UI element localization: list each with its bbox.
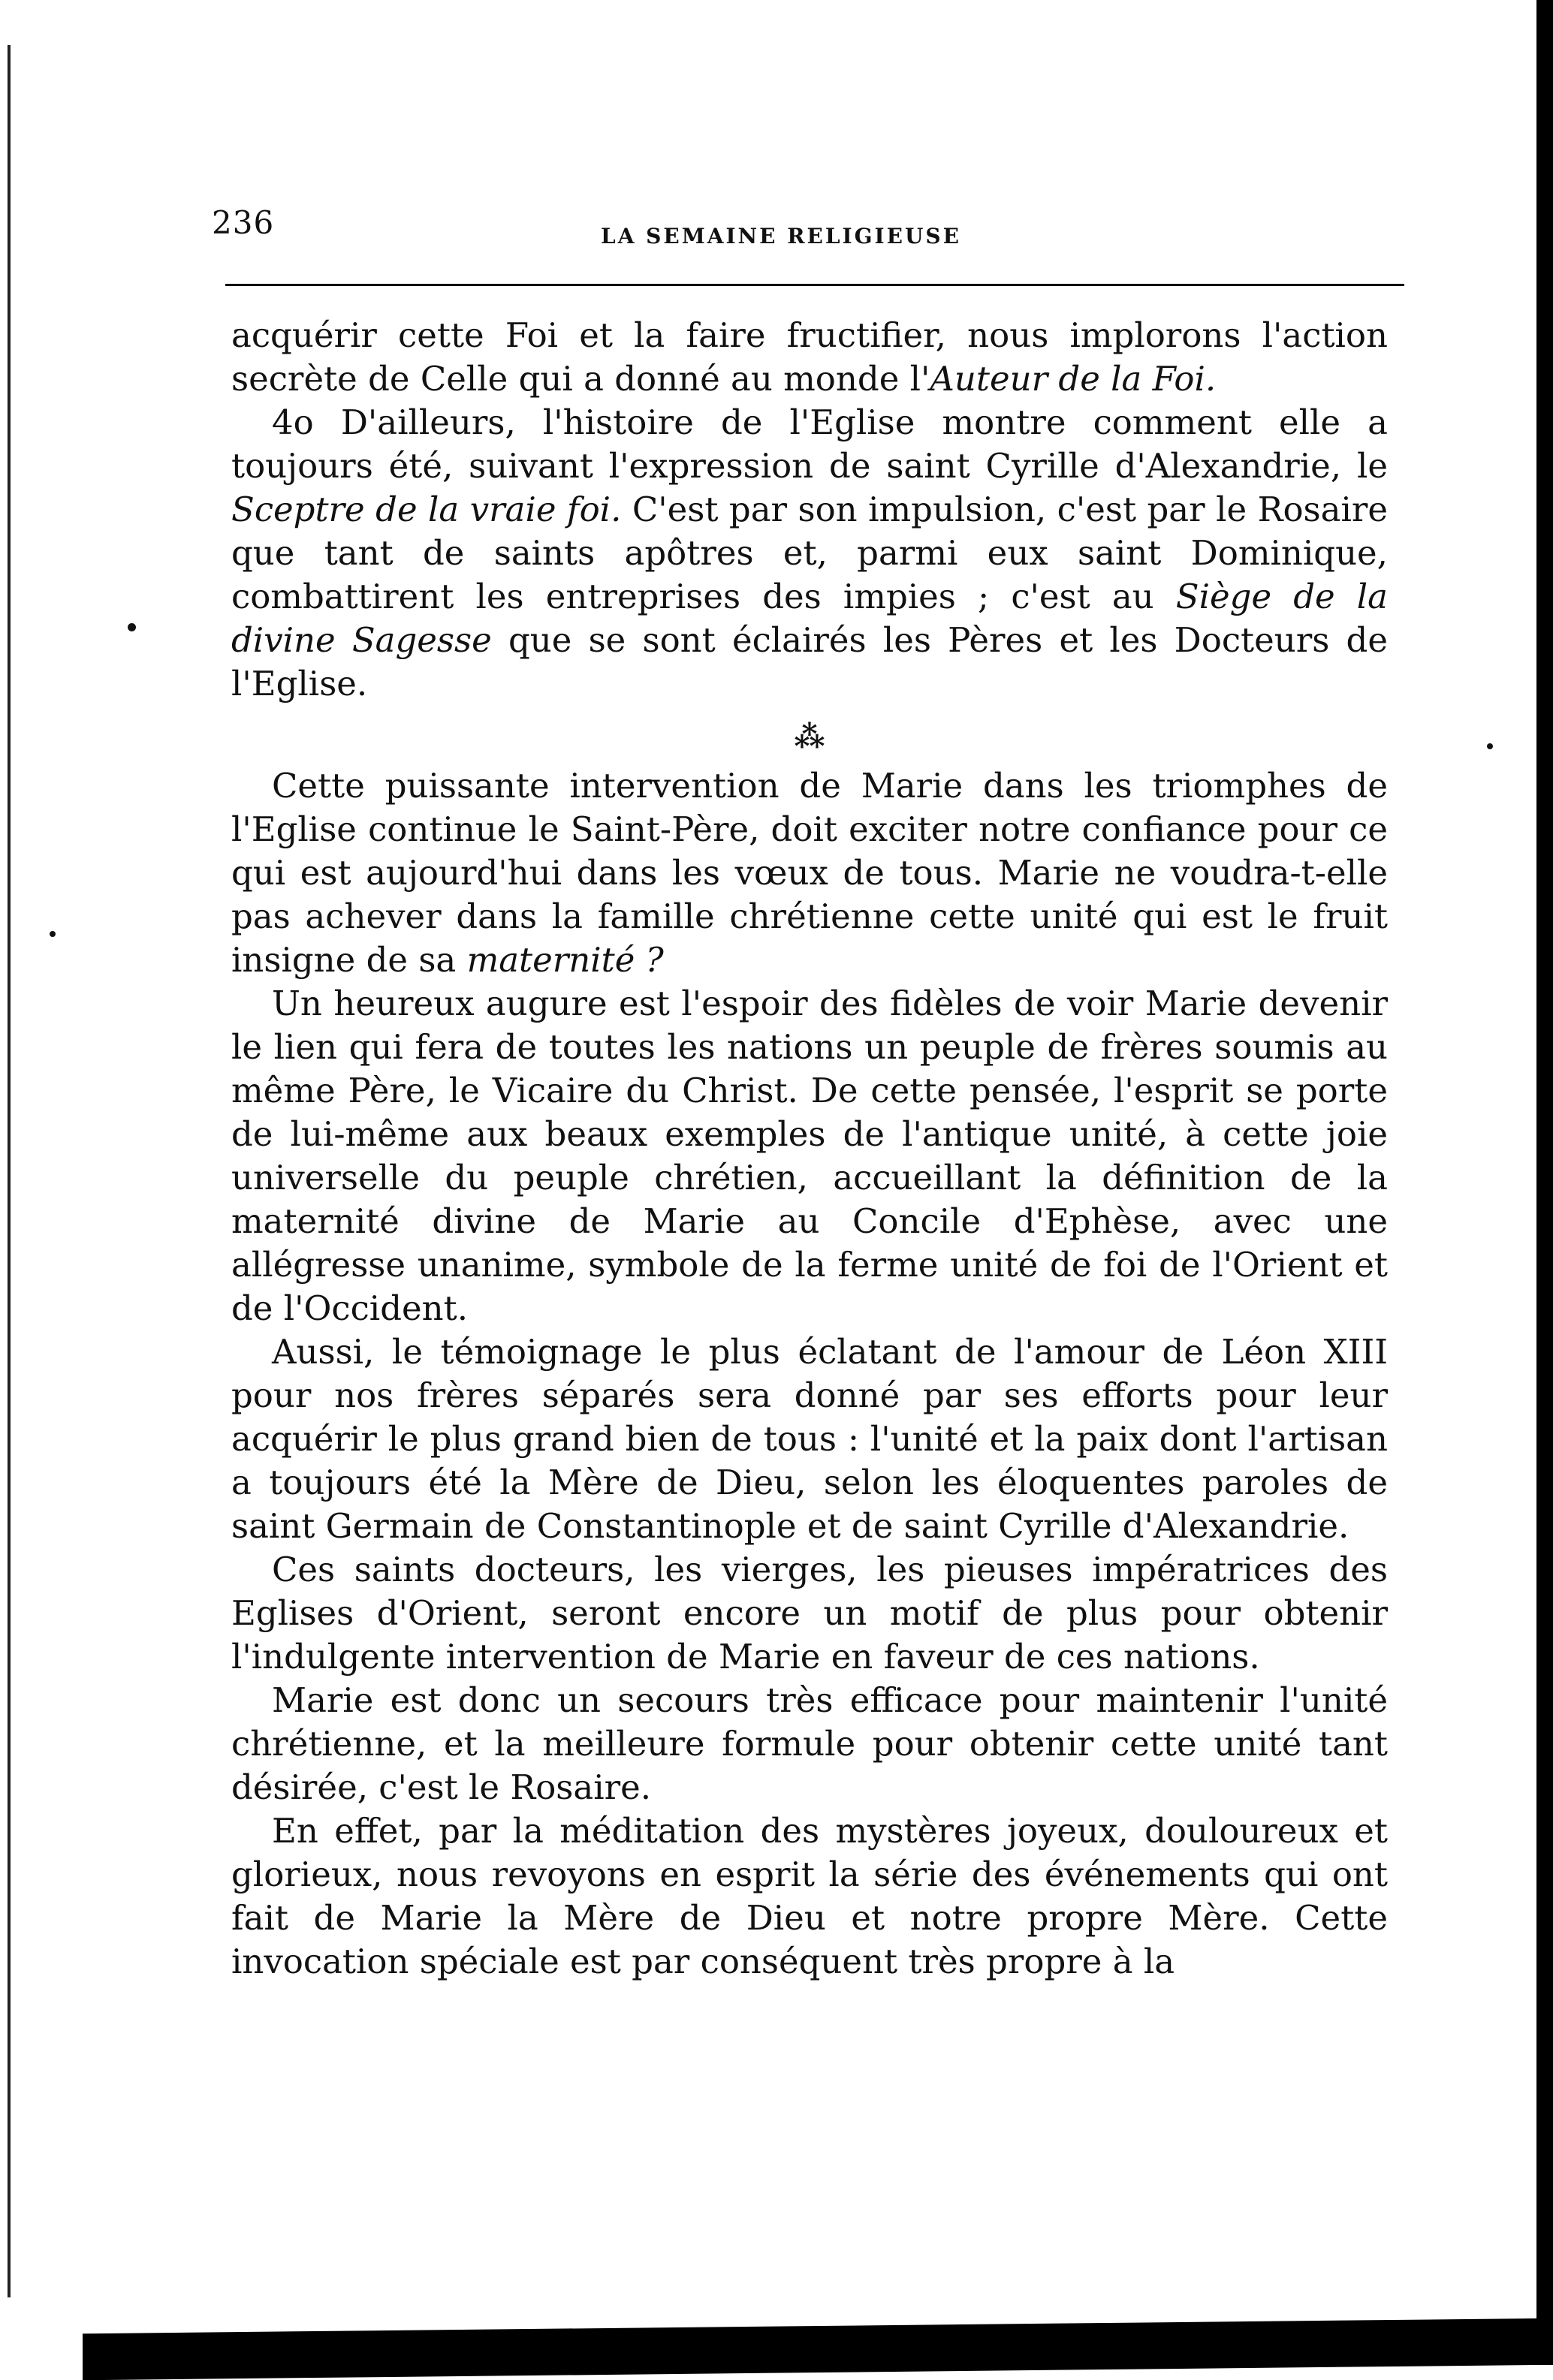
paragraph: Aussi, le témoignage le plus éclatant de l'amour de Léon XIII pour nos frères séparés sera donné par ses efforts pour leur acquérir le plus grand bien de tous : l'unité et la paix dont l'artisan a toujours été la Mère de Dieu, selon les éloquentes paroles de saint Germain de Constantinople et de saint Cyrille d'Alexandrie. bbox=[231, 1332, 1388, 1546]
asterism-ornament: ⁂ bbox=[794, 719, 825, 755]
paragraph bbox=[231, 401, 1388, 706]
scan-right-border bbox=[1536, 0, 1553, 2365]
page-body bbox=[231, 314, 1388, 1984]
paragraph: Un heureux augure est l'espoir des fidèles de voir Marie devenir le lien qui fera de toutes les nations un peuple de frères soumis au même Père, le Vicaire du Christ. De cette pensée, l'esprit se porte de lui-même aux beaux exemples de l'antique unité, à cette joie universelle du peuple chrétien, accueillant la définition de la maternité divine de Marie au Concile d'Ephèse, avec une allégresse unanime, symbole de la ferme unité de foi de l'Orient et de l'Occident. bbox=[231, 984, 1388, 1328]
paragraph-text: que se sont éclairés les Pères et les Docteurs de l'Eglise. bbox=[231, 620, 1388, 703]
scan-left-edge bbox=[8, 45, 11, 2297]
scan-bottom-border bbox=[83, 2318, 1536, 2380]
italic-text: Auteur de la Foi. bbox=[930, 359, 1217, 399]
scan-speck bbox=[1487, 743, 1493, 749]
scan-speck bbox=[128, 623, 136, 631]
paragraph: En effet, par la méditation des mystères joyeux, douloureux et glorieux, nous revoyons en esprit la série des événements qui ont fait de Marie la Mère de Dieu et notre propre Mère. Cette invocation spéciale est par conséquent très propre à la bbox=[231, 1811, 1388, 1981]
italic-text: Sceptre de la vraie foi. bbox=[231, 490, 622, 529]
paragraph-text: acquérir cette Foi et la faire fructifier, nous implorons l'action secrète de Celle qui a donné au monde l' bbox=[231, 315, 1388, 399]
running-title: LA SEMAINE RELIGIEUSE bbox=[601, 224, 961, 249]
paragraph: Marie est donc un secours très efficace pour maintenir l'unité chrétienne, et la meilleure formule pour obtenir cette unité tant désirée, c'est le Rosaire. bbox=[231, 1680, 1388, 1807]
paragraph-text: 4o D'ailleurs, l'histoire de l'Eglise montre comment elle a toujours été, suivant l'expression de saint Cyrille d'Alexandrie, le bbox=[231, 402, 1388, 486]
italic-text: maternité ? bbox=[466, 940, 664, 980]
paragraph bbox=[231, 764, 1388, 982]
paragraph-text: Cette puissante intervention de Marie dans les triomphes de l'Eglise continue le Saint-Père, doit exciter notre confiance pour ce qui est aujourd'hui dans les vœux de tous. Marie ne voudra-t-elle pas achever dans la famille chrétienne cette unité qui est le fruit insigne de sa bbox=[231, 766, 1388, 980]
italic-text: Siège de la divine Sagesse bbox=[231, 577, 1388, 660]
paragraph-text: C'est par son impulsion, c'est par le Rosaire que tant de saints apôtres et, parmi eux saint Dominique, combattirent les entreprises des impies ; c'est au bbox=[231, 490, 1389, 616]
header-rule bbox=[225, 284, 1404, 286]
paragraph: Ces saints docteurs, les vierges, les pieuses impératrices des Eglises d'Orient, seront encore un motif de plus pour obtenir l'indulgente intervention de Marie en faveur de ces nations. bbox=[231, 1550, 1388, 1677]
paragraph bbox=[231, 314, 1388, 401]
page-number: 236 bbox=[212, 204, 275, 241]
scan-speck bbox=[50, 931, 56, 937]
